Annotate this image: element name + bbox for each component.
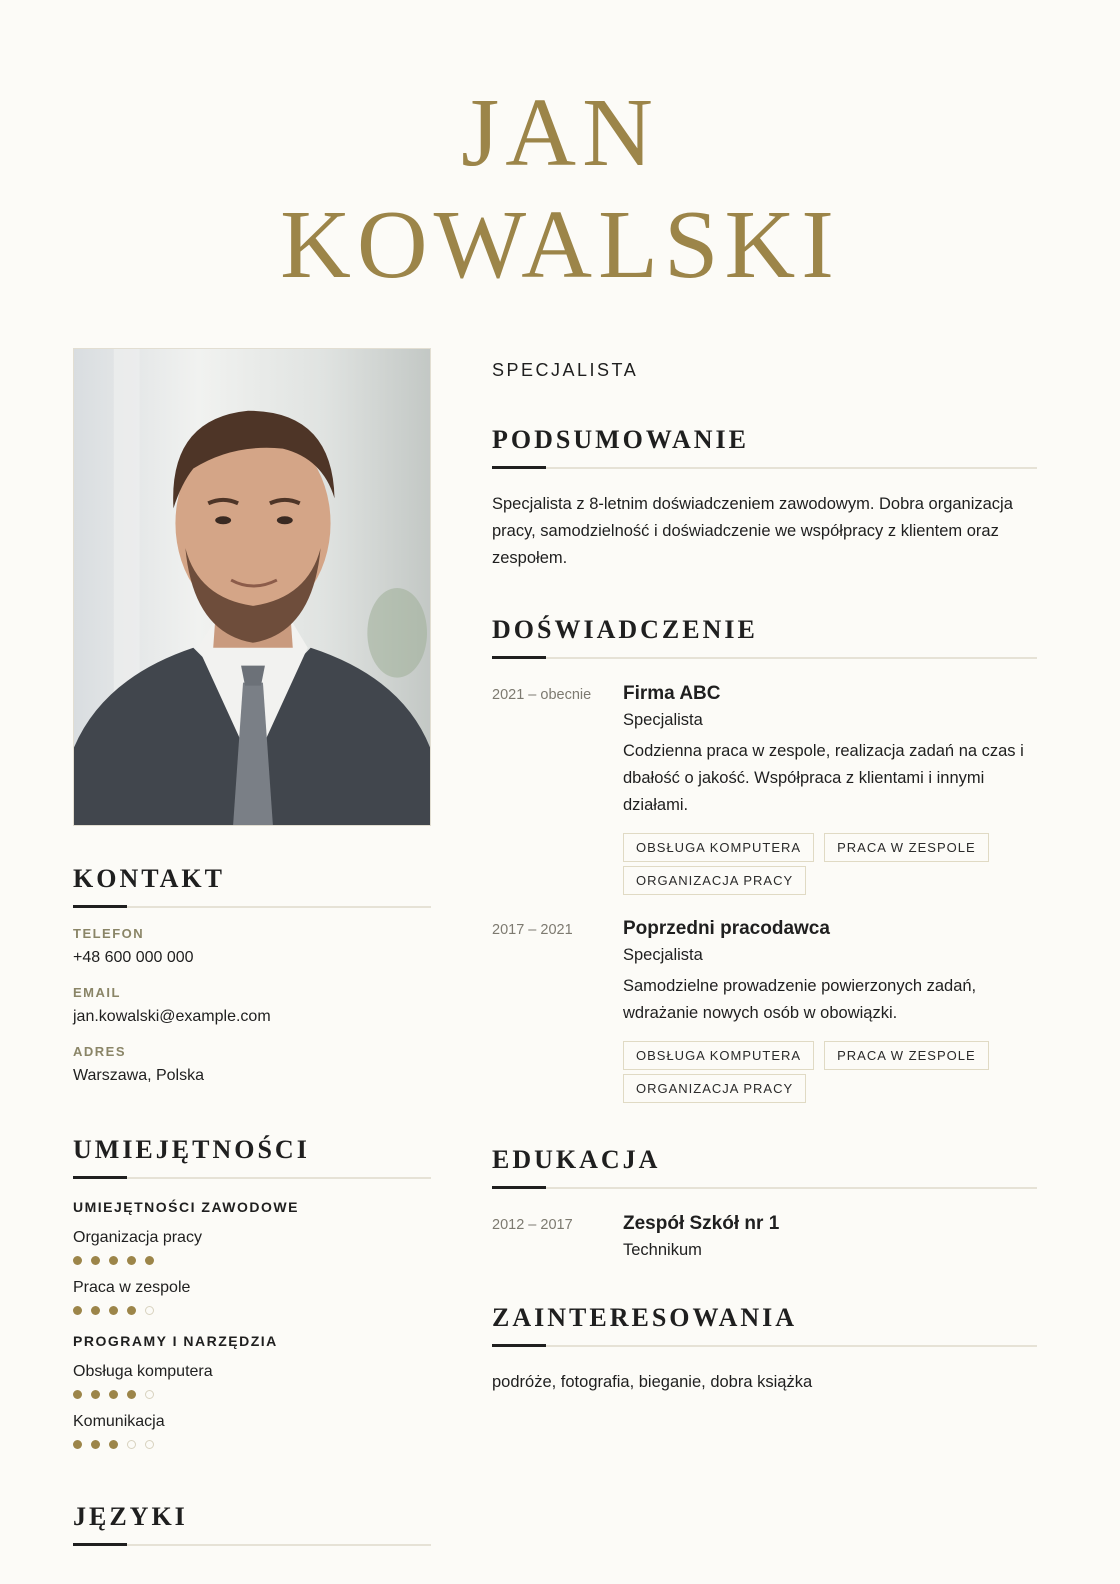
rating-dot-filled [73, 1256, 82, 1265]
experience-entry [492, 683, 1037, 903]
rating-dot-filled [91, 1256, 100, 1265]
experience-entry [492, 918, 1037, 1118]
skill-item [73, 1279, 431, 1315]
tag-list [623, 1041, 1003, 1103]
email-label: EMAIL [73, 985, 121, 1000]
rating-dot-filled [91, 1440, 100, 1449]
rating-dot-filled [145, 1256, 154, 1265]
skill-tag: PRACA W ZESPOLE [824, 1041, 989, 1070]
skill-rating [73, 1306, 431, 1315]
tag-list [623, 833, 1003, 895]
rating-dot-filled [109, 1390, 118, 1399]
first-name: JAN [461, 79, 659, 187]
phone-label: TELEFON [73, 926, 145, 941]
skills-section [73, 1137, 431, 1449]
skill-tag: OBSŁUGA KOMPUTERA [623, 1041, 814, 1070]
rating-dot-filled [127, 1306, 136, 1315]
experience-dates: 2021 – obecnie [492, 687, 592, 703]
skill-name: Organizacja pracy [73, 1229, 202, 1246]
summary-text: Specjalista z 8-letnim doświadczeniem zawodowym. Dobra organizacja pracy, samodzielność i doświadczenie we współpracy z klientem oraz zespołem. [492, 495, 1013, 567]
rating-dot-filled [127, 1390, 136, 1399]
section-divider [492, 657, 1037, 659]
skills-title: UMIEJĘTNOŚCI [73, 1135, 310, 1164]
skill-group-title: UMIEJĘTNOŚCI ZAWODOWE [73, 1199, 299, 1215]
rating-dot-empty [145, 1390, 154, 1399]
rating-dot-filled [109, 1306, 118, 1315]
company-name: Poprzedni pracodawca [623, 918, 830, 939]
experience-title: DOŚWIADCZENIE [492, 615, 758, 644]
summary-section [492, 427, 1037, 572]
job-title: SPECJALISTA [492, 360, 639, 380]
skill-item [73, 1413, 431, 1449]
section-divider [492, 467, 1037, 469]
job-title-section [492, 360, 1037, 381]
section-divider [73, 906, 431, 908]
interests-title: ZAINTERESOWANIA [492, 1303, 798, 1332]
rating-dot-filled [127, 1256, 136, 1265]
experience-dates: 2017 – 2021 [492, 922, 573, 938]
phone-value[interactable]: +48 600 000 000 [73, 949, 194, 966]
rating-dot-filled [91, 1390, 100, 1399]
contact-section [73, 866, 431, 1085]
interests-text: podróże, fotografia, bieganie, dobra książka [492, 1373, 813, 1391]
job-role: Specjalista [623, 946, 703, 964]
job-role: Specjalista [623, 711, 703, 729]
languages-title: JĘZYKI [73, 1502, 188, 1531]
rating-dot-filled [73, 1390, 82, 1399]
section-divider [492, 1345, 1037, 1347]
skill-item [73, 1363, 431, 1399]
skill-tag: ORGANIZACJA PRACY [623, 1074, 806, 1103]
email-value[interactable]: jan.kowalski@example.com [73, 1008, 271, 1025]
rating-dot-filled [109, 1256, 118, 1265]
rating-dot-filled [109, 1440, 118, 1449]
section-divider [492, 1187, 1037, 1189]
skill-tag: PRACA W ZESPOLE [824, 833, 989, 862]
address-value: Warszawa, Polska [73, 1067, 204, 1084]
rating-dot-empty [145, 1306, 154, 1315]
job-description: Samodzielne prowadzenie powierzonych zadań, wdrażanie nowych osób w obowiązki. [623, 977, 977, 1022]
contact-title: KONTAKT [73, 864, 225, 893]
skill-rating [73, 1440, 431, 1449]
education-dates: 2012 – 2017 [492, 1217, 573, 1233]
rating-dot-empty [127, 1440, 136, 1449]
education-section [492, 1147, 1037, 1189]
address-label: ADRES [73, 1044, 127, 1059]
section-divider [73, 1544, 431, 1546]
profile-photo [73, 348, 431, 826]
job-description: Codzienna praca w zespole, realizacja zadań na czas i dbałość o jakość. Współpraca z klientami i innymi działami. [623, 742, 1024, 814]
skill-tag: ORGANIZACJA PRACY [623, 866, 806, 895]
skill-item [73, 1229, 431, 1265]
experience-section [492, 617, 1037, 659]
summary-title: PODSUMOWANIE [492, 425, 750, 454]
languages-section [73, 1504, 431, 1546]
skill-name: Komunikacja [73, 1413, 165, 1430]
last-name: KOWALSKI [280, 191, 840, 299]
school-name: Zespół Szkół nr 1 [623, 1213, 780, 1234]
skill-tag: OBSŁUGA KOMPUTERA [623, 833, 814, 862]
rating-dot-filled [73, 1306, 82, 1315]
education-entry [492, 1213, 1037, 1273]
rating-dot-empty [145, 1440, 154, 1449]
rating-dot-filled [73, 1440, 82, 1449]
skill-group-title: PROGRAMY I NARZĘDZIA [73, 1333, 278, 1349]
skill-name: Obsługa komputera [73, 1363, 213, 1380]
skill-name: Praca w zespole [73, 1279, 191, 1296]
interests-section [492, 1305, 1037, 1396]
school-type: Technikum [623, 1241, 702, 1259]
company-name: Firma ABC [623, 683, 721, 704]
education-title: EDUKACJA [492, 1145, 661, 1174]
skill-rating [73, 1256, 431, 1265]
section-divider [73, 1177, 431, 1179]
skill-rating [73, 1390, 431, 1399]
rating-dot-filled [91, 1306, 100, 1315]
